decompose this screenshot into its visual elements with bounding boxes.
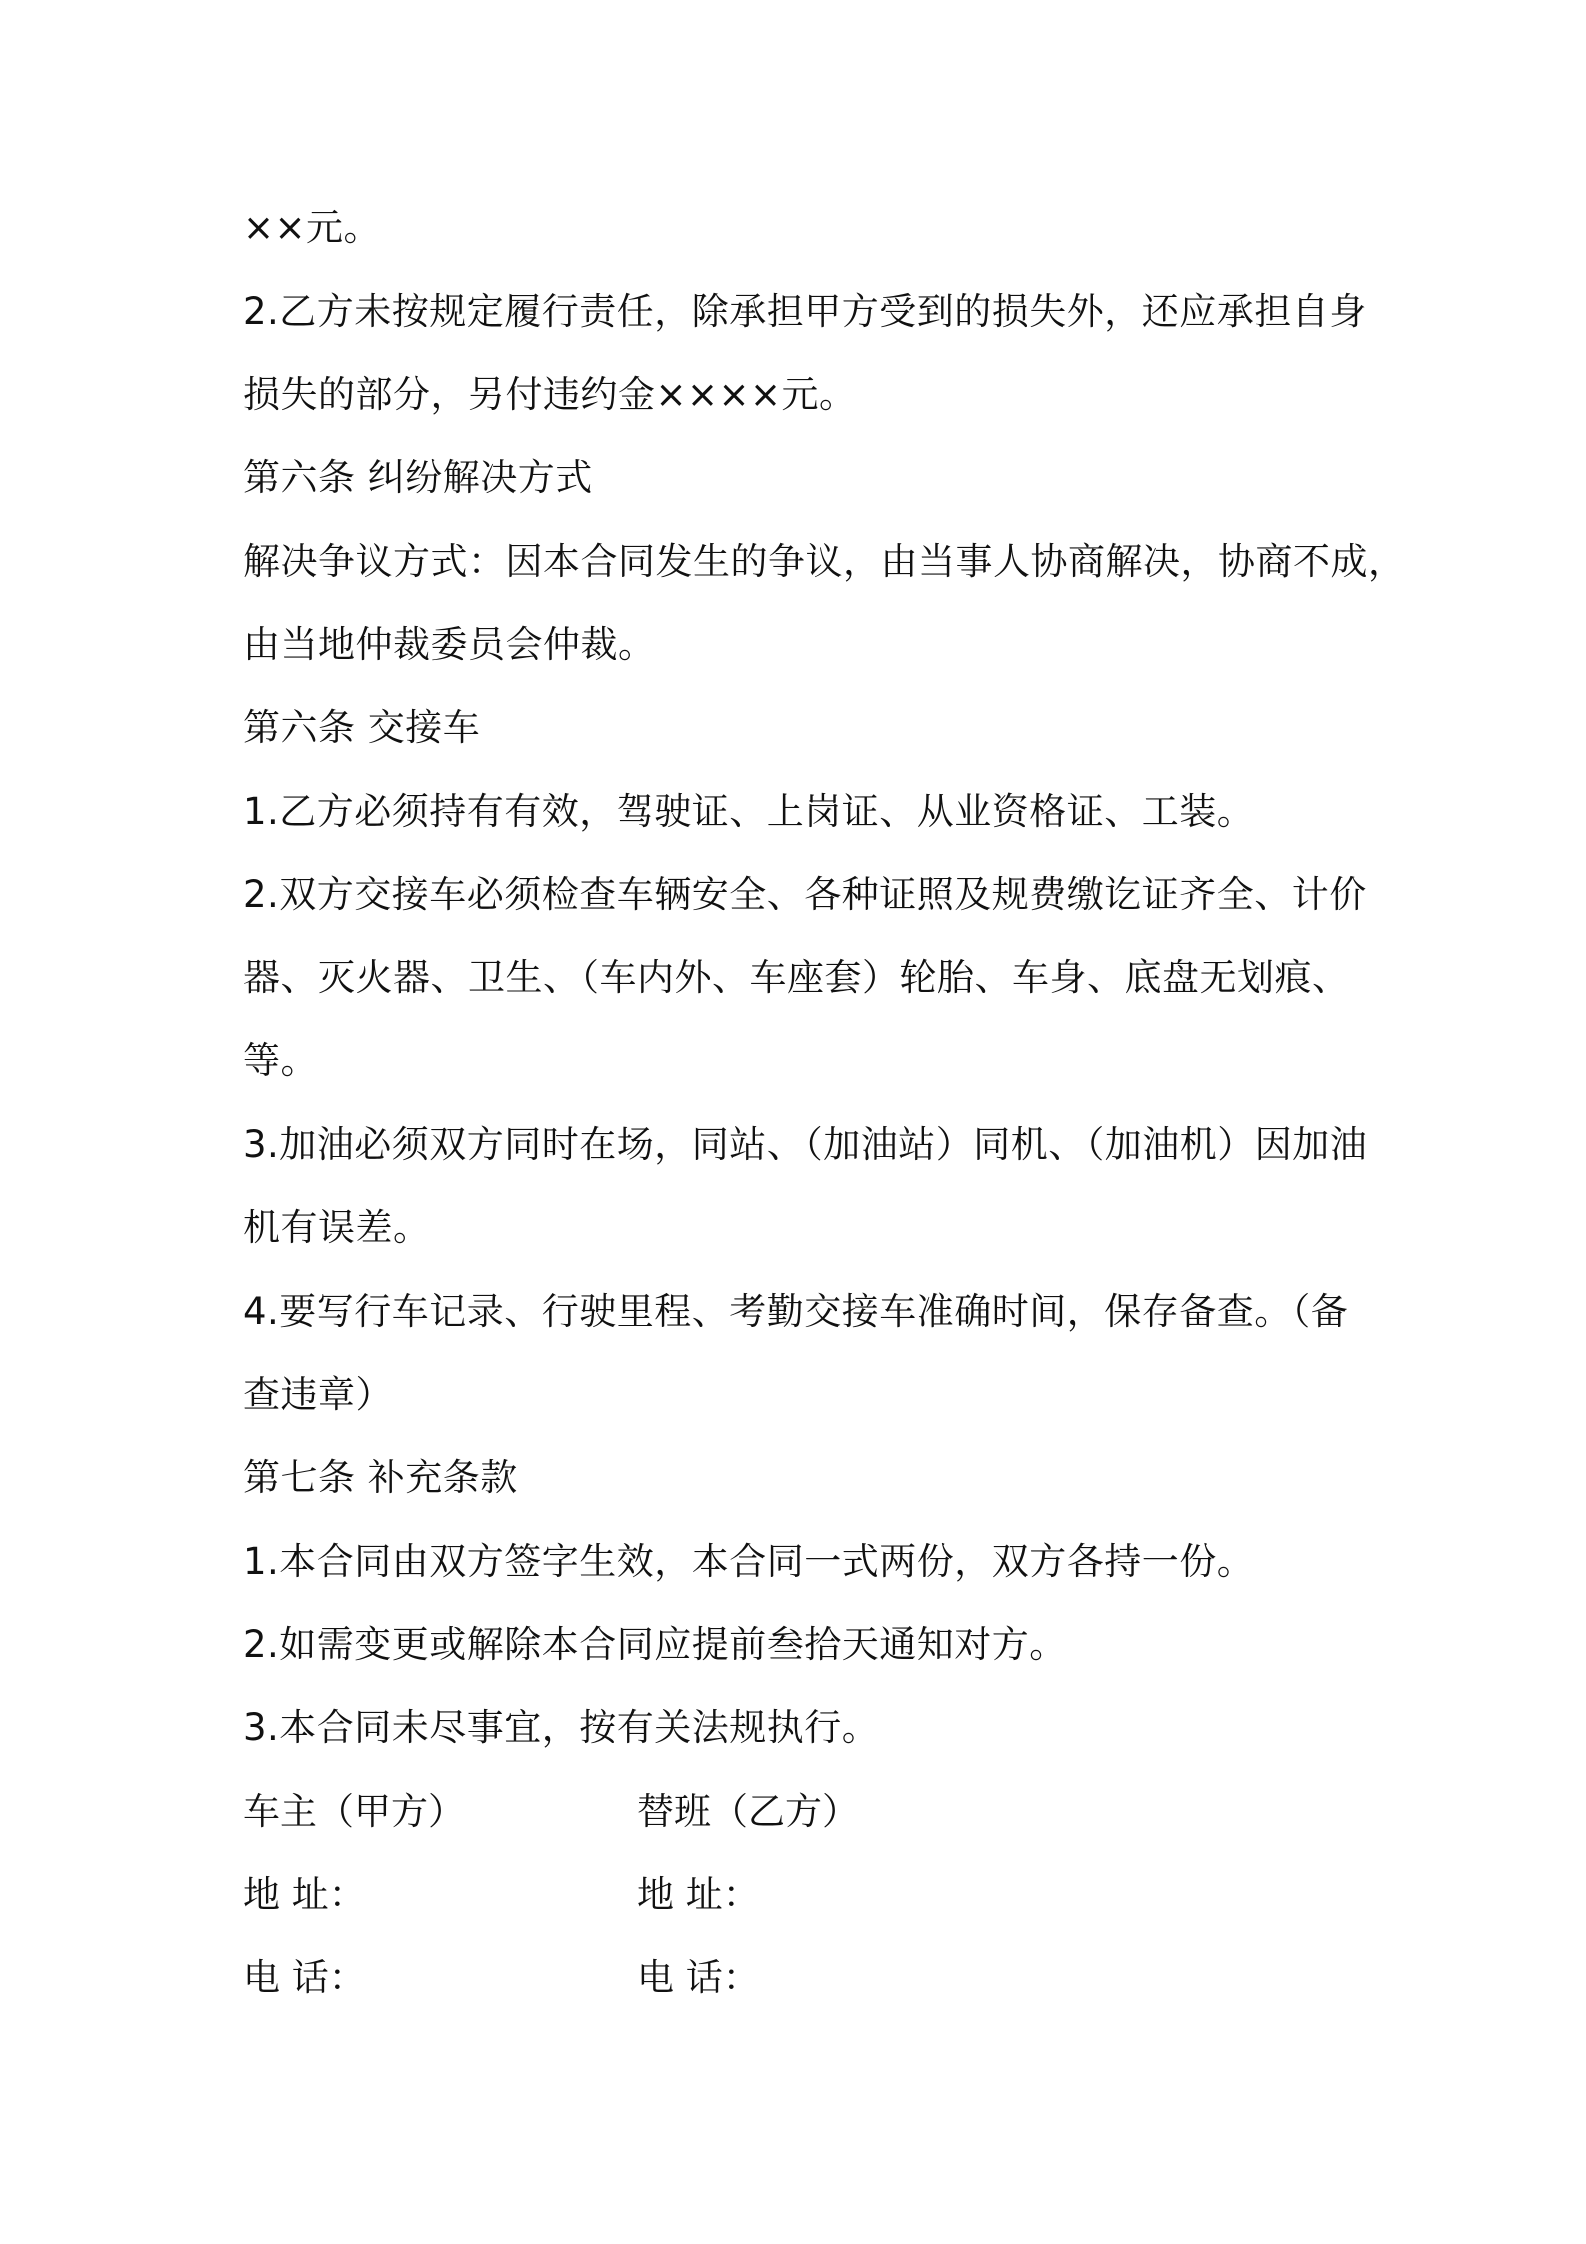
text-line-9: 2.双方交接车必须检查车辆安全、各种证照及规费缴讫证齐全、计价 bbox=[243, 873, 1367, 916]
text-line-15: 查违章） bbox=[243, 1373, 393, 1416]
party-a-phone-label: 电 话： bbox=[243, 1956, 366, 1999]
text-line-18: 2.如需变更或解除本合同应提前叁拾天通知对方。 bbox=[243, 1623, 1067, 1666]
text-line-11: 等。 bbox=[243, 1039, 318, 1082]
section-heading-supplementary: 第七条 补充条款 bbox=[243, 1456, 518, 1499]
text-line-10: 器、灭火器、卫生、（车内外、车座套）轮胎、车身、底盘无划痕、 bbox=[243, 956, 1350, 999]
party-a-title: 车主（甲方） bbox=[243, 1790, 465, 1833]
section-heading-dispute: 第六条 纠纷解决方式 bbox=[243, 456, 593, 499]
text-line-14: 4.要写行车记录、行驶里程、考勤交接车准确时间，保存备查。（备 bbox=[243, 1290, 1349, 1333]
section-heading-handover: 第六条 交接车 bbox=[243, 706, 481, 749]
text-line-3: 损失的部分，另付违约金××××元。 bbox=[243, 373, 857, 416]
text-line-13: 机有误差。 bbox=[243, 1206, 431, 1249]
party-b-phone-label: 电 话： bbox=[637, 1956, 760, 1999]
text-line-19: 3.本合同未尽事宜，按有关法规执行。 bbox=[243, 1706, 880, 1749]
text-line-17: 1.本合同由双方签字生效，本合同一式两份，双方各持一份。 bbox=[243, 1540, 1255, 1583]
text-line-6: 由当地仲裁委员会仲裁。 bbox=[243, 623, 656, 666]
party-b-title: 替班（乙方） bbox=[637, 1790, 859, 1833]
text-line-1: ××元。 bbox=[243, 206, 382, 249]
text-line-2: 2.乙方未按规定履行责任，除承担甲方受到的损失外，还应承担自身 bbox=[243, 290, 1367, 333]
text-line-5: 解决争议方式：因本合同发生的争议，由当事人协商解决，协商不成， bbox=[243, 540, 1406, 583]
party-b-address-label: 地 址： bbox=[637, 1873, 760, 1916]
text-line-12: 3.加油必须双方同时在场，同站、（加油站）同机、（加油机）因加油 bbox=[243, 1123, 1368, 1166]
party-a-address-label: 地 址： bbox=[243, 1873, 366, 1916]
text-line-8: 1.乙方必须持有有效，驾驶证、上岗证、从业资格证、工装。 bbox=[243, 790, 1255, 833]
